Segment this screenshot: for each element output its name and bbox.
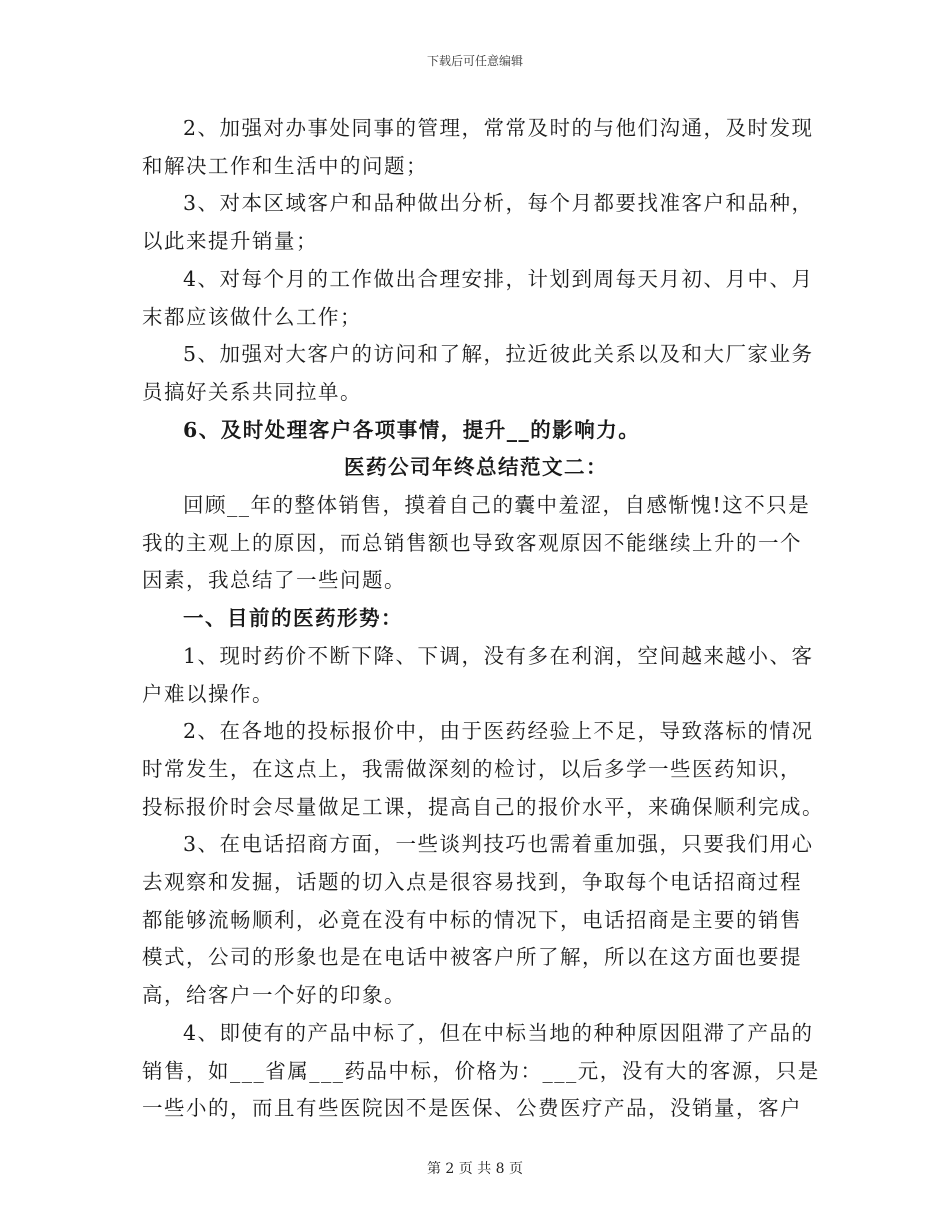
text-line: 3、对本区域客户和品种做出分析，每个月都要找准客户和品种，	[183, 191, 814, 216]
paragraph-item-6	[142, 412, 810, 450]
text-line: 2、在各地的投标报价中，由于医药经验上不足，导致落标的情况	[183, 719, 814, 744]
paragraph-intro	[142, 487, 810, 600]
text-line: 模式，公司的形象也是在电话中被客户所了解，所以在这方面也要提	[142, 945, 802, 970]
text-line: 6、及时处理客户各项事情，提升__的影响力。	[183, 417, 641, 442]
paragraph-item-2	[142, 110, 814, 185]
text-line: 我的主观上的原因，而总销售额也导致客观原因不能继续上升的一个	[142, 530, 802, 555]
text-line: 时常发生，在这点上，我需做深刻的检讨，以后多学一些医药知识，	[142, 756, 802, 781]
text-line: 去观察和发掘，话题的切入点是很容易找到，争取每个电话招商过程	[142, 870, 802, 895]
document-body	[142, 110, 824, 1128]
paragraph-point-3	[142, 826, 814, 1015]
text-line: 和解决工作和生活中的问题；	[142, 153, 428, 178]
subsection-heading-text: 一、目前的医药形势：	[183, 606, 403, 631]
text-line: 投标报价时会尽量做足工课，提高自己的报价水平，来确保顺利完成。	[142, 794, 824, 819]
text-line: 高，给客户一个好的印象。	[142, 983, 406, 1008]
text-line: 销售，如___省属___药品中标，价格为：___元，没有大的客源，只是	[142, 1058, 820, 1083]
text-line: 1、现时药价不断下降、下调，没有多在利润，空间越来越小、客	[183, 643, 814, 668]
text-line: 因素，我总结了一些问题。	[142, 568, 406, 593]
text-line: 2、加强对办事处同事的管理，常常及时的与他们沟通，及时发现	[183, 116, 814, 140]
text-line: 员搞好关系共同拉单。	[142, 379, 362, 404]
section-title-text: 医药公司年终总结范文二：	[344, 455, 608, 480]
text-line: 末都应该做什么工作；	[142, 304, 362, 329]
text-line: 4、即使有的产品中标了，但在中标当地的种种原因阻滞了产品的	[183, 1020, 814, 1045]
paragraph-item-5	[142, 336, 814, 411]
text-line: 一些小的，而且有些医院因不是医保、公费医疗产品，没销量，客户	[142, 1096, 802, 1121]
section-title	[142, 449, 810, 487]
subsection-heading	[142, 600, 810, 638]
paragraph-item-3	[142, 185, 814, 260]
page-footer: 第 2 页 共 8 页	[426, 1161, 524, 1177]
text-line: 以此来提升销量；	[142, 229, 318, 254]
paragraph-point-1	[142, 638, 814, 713]
text-line: 都能够流畅顺利，必竟在没有中标的情况下，电话招商是主要的销售	[142, 907, 802, 932]
paragraph-point-4	[142, 1015, 820, 1128]
paragraph-item-4	[142, 261, 814, 336]
text-line: 3、在电话招商方面，一些谈判技巧也需着重加强，只要我们用心	[183, 832, 814, 857]
text-line: 4、对每个月的工作做出合理安排，计划到周每天月初、月中、月	[183, 266, 814, 291]
text-line: 5、加强对大客户的访问和了解，拉近彼此关系以及和大厂家业务	[183, 342, 814, 367]
page-header: 下载后可任意编辑	[426, 54, 523, 68]
text-line: 户难以操作。	[142, 681, 274, 706]
text-line: 回顾__年的整体销售，摸着自己的囊中羞涩，自感惭愧!这不只是	[183, 493, 811, 518]
paragraph-point-2	[142, 713, 824, 826]
